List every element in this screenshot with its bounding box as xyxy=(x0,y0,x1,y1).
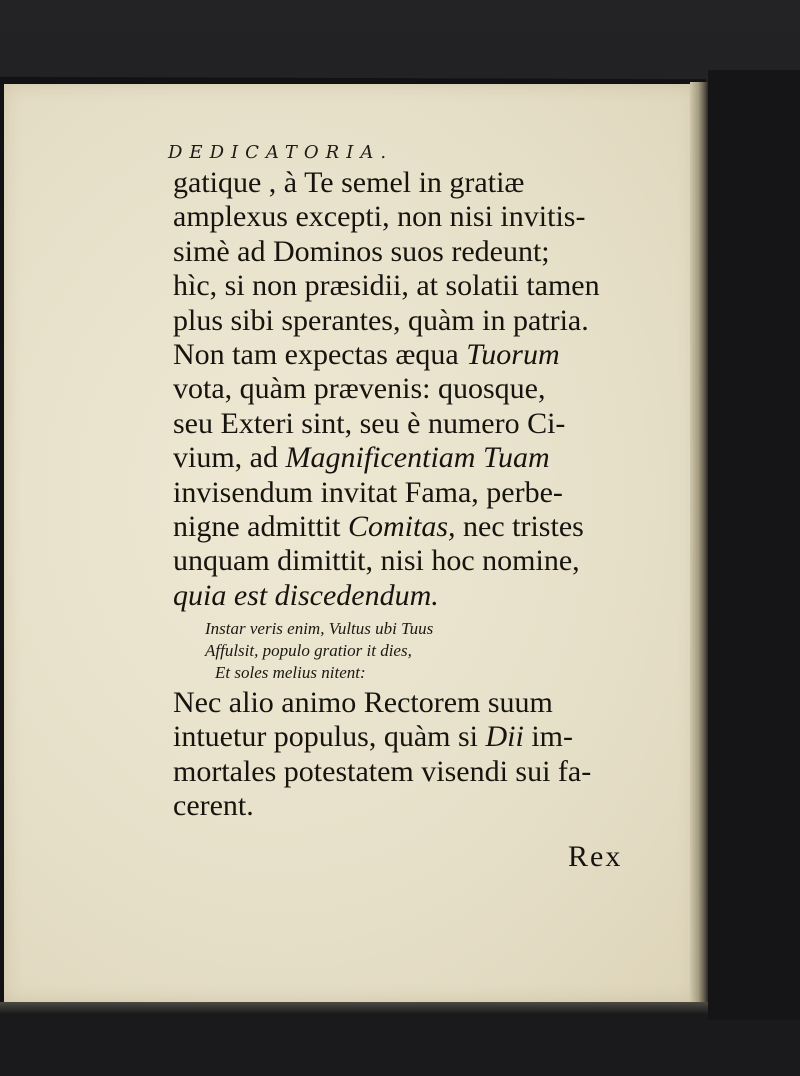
text-roman: Non tam expectas æqua xyxy=(173,338,467,372)
text-line xyxy=(173,720,673,754)
verse-quotation xyxy=(205,618,665,684)
page-bottom-edge xyxy=(0,1002,708,1014)
text-roman: nec tristes xyxy=(455,510,584,544)
text-roman: im- xyxy=(523,720,573,754)
verse-line: Et soles melius nitent: xyxy=(215,663,366,682)
text-roman: vium, ad xyxy=(173,441,286,475)
text-line: plus sibi sperantes, quàm in patria. xyxy=(173,303,589,337)
verse-line: Affulsit, populo gratior it dies, xyxy=(205,641,412,660)
text-italic: Dii xyxy=(485,720,524,754)
paragraph-1 xyxy=(173,166,673,613)
text-line: gatique , à Te semel in gratiæ xyxy=(173,166,525,199)
text-line: seu Exteri sint, seu è numero Ci- xyxy=(173,406,566,440)
text-line: mortales potestatem visendi sui fa- xyxy=(173,754,592,788)
running-head: DEDICATORIA. xyxy=(168,142,394,163)
text-line xyxy=(173,510,673,544)
text-italic: Comitas, xyxy=(347,510,456,544)
text-line xyxy=(173,338,673,372)
verse-line: Instar veris enim, Vultus ubi Tuus xyxy=(205,619,434,638)
right-edge-shadow xyxy=(708,70,800,1020)
text-line: simè ad Dominos suos redeunt; xyxy=(173,234,550,268)
text-roman: nigne admittit xyxy=(173,510,348,544)
paragraph-2 xyxy=(173,686,673,824)
text-line: invisendum invitat Fama, perbe- xyxy=(173,475,563,509)
text-roman: intuetur populus, quàm si xyxy=(173,720,486,754)
text-line: Nec alio animo Rectorem suum xyxy=(173,686,553,719)
text-line: cerent. xyxy=(173,789,254,823)
text-line: hìc, si non præsidii, at solatii tamen xyxy=(173,269,600,303)
text-line xyxy=(173,441,673,475)
text-line: amplexus excepti, non nisi invitis- xyxy=(173,200,586,234)
text-italic: Magnificentiam Tuam xyxy=(285,441,550,475)
text-italic: Tuorum xyxy=(466,338,560,372)
text-line: unquam dimittit, nisi hoc nomine, xyxy=(173,544,580,578)
catchword: Rex xyxy=(568,840,623,873)
page-gutter-curl xyxy=(690,82,708,1008)
text-line: vota, quàm prævenis: quosque, xyxy=(173,372,546,406)
text-line-italic: quia est discedendum. xyxy=(173,578,439,612)
